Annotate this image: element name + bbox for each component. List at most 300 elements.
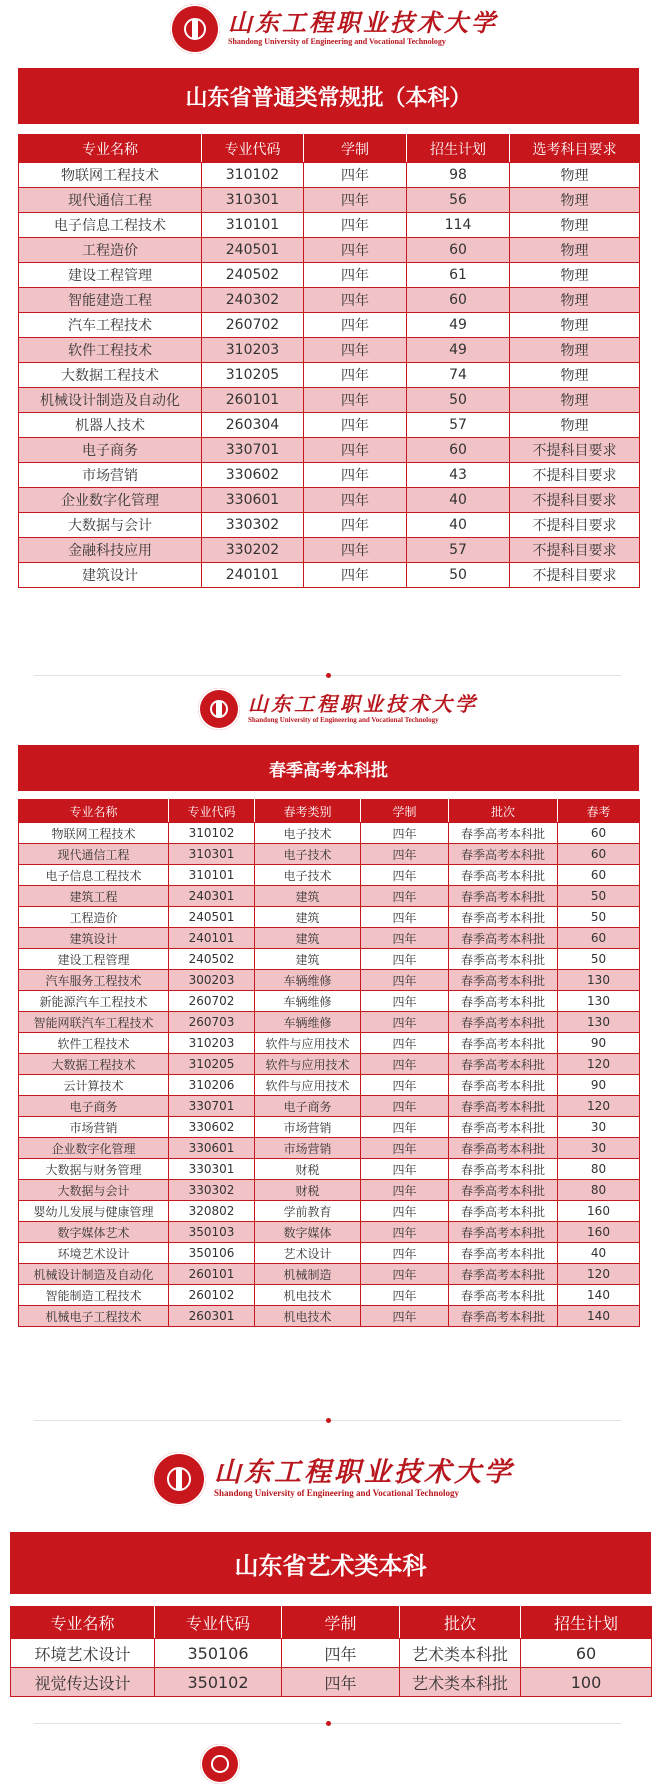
table-row bbox=[11, 1639, 652, 1668]
university-seal-icon bbox=[200, 1744, 240, 1784]
table-cell: 艺术类本科批 bbox=[400, 1639, 521, 1668]
art-undergrad-table bbox=[10, 1606, 652, 1697]
table-cell: 四年 bbox=[361, 907, 449, 928]
table-cell: 现代通信工程 bbox=[19, 188, 202, 213]
table-cell: 四年 bbox=[361, 928, 449, 949]
table-cell: 260101 bbox=[169, 1264, 255, 1285]
table-cell: 汽车服务工程技术 bbox=[19, 970, 169, 991]
table-cell: 电子技术 bbox=[255, 844, 361, 865]
table-cell: 四年 bbox=[282, 1639, 400, 1668]
table-cell: 330602 bbox=[169, 1117, 255, 1138]
table-row bbox=[19, 1054, 640, 1075]
table-cell: 四年 bbox=[304, 313, 407, 338]
table-cell: 车辆维修 bbox=[255, 991, 361, 1012]
table-cell: 260702 bbox=[169, 991, 255, 1012]
table-cell: 130 bbox=[558, 970, 640, 991]
column-header: 春考 bbox=[558, 800, 640, 823]
table-row bbox=[19, 288, 640, 313]
table-row bbox=[19, 1033, 640, 1054]
table-cell: 春季高考本科批 bbox=[449, 1012, 558, 1033]
table-cell: 四年 bbox=[361, 1096, 449, 1117]
table-cell: 不提科目要求 bbox=[510, 438, 640, 463]
table-cell: 软件与应用技术 bbox=[255, 1054, 361, 1075]
table-row bbox=[19, 213, 640, 238]
table-cell: 四年 bbox=[361, 1201, 449, 1222]
table-cell: 四年 bbox=[304, 488, 407, 513]
table-cell: 大数据与财务管理 bbox=[19, 1159, 169, 1180]
table-cell: 四年 bbox=[304, 363, 407, 388]
table-row bbox=[19, 563, 640, 588]
table-row bbox=[19, 949, 640, 970]
divider-dot bbox=[326, 1418, 331, 1423]
table-cell: 车辆维修 bbox=[255, 970, 361, 991]
table-cell: 春季高考本科批 bbox=[449, 1201, 558, 1222]
table-row bbox=[19, 991, 640, 1012]
table-cell: 智能制造工程技术 bbox=[19, 1285, 169, 1306]
table-cell: 机电技术 bbox=[255, 1285, 361, 1306]
table-cell: 环境艺术设计 bbox=[11, 1639, 155, 1668]
table-cell: 电子商务 bbox=[255, 1096, 361, 1117]
table-cell: 四年 bbox=[304, 563, 407, 588]
table-cell: 240502 bbox=[202, 263, 304, 288]
table-cell: 学前教育 bbox=[255, 1201, 361, 1222]
table-cell: 四年 bbox=[361, 1243, 449, 1264]
table-row bbox=[19, 413, 640, 438]
table-cell: 140 bbox=[558, 1306, 640, 1327]
table-cell: 240502 bbox=[169, 949, 255, 970]
table-cell: 物理 bbox=[510, 388, 640, 413]
table-cell: 90 bbox=[558, 1033, 640, 1054]
university-logo bbox=[170, 4, 498, 54]
table-cell: 130 bbox=[558, 1012, 640, 1033]
table-cell: 50 bbox=[558, 907, 640, 928]
table-cell: 350102 bbox=[155, 1668, 282, 1697]
table-cell: 大数据与会计 bbox=[19, 513, 202, 538]
table-cell: 四年 bbox=[361, 844, 449, 865]
table-row bbox=[19, 388, 640, 413]
table-cell: 电子技术 bbox=[255, 823, 361, 844]
table-cell: 260703 bbox=[169, 1012, 255, 1033]
university-logo bbox=[152, 1452, 514, 1506]
table-cell: 车辆维修 bbox=[255, 1012, 361, 1033]
table-row bbox=[19, 188, 640, 213]
table-cell: 大数据与会计 bbox=[19, 1180, 169, 1201]
table-cell: 50 bbox=[558, 949, 640, 970]
table-cell: 大数据工程技术 bbox=[19, 363, 202, 388]
column-header: 专业名称 bbox=[11, 1607, 155, 1639]
table-cell: 机电技术 bbox=[255, 1306, 361, 1327]
table-cell: 建设工程管理 bbox=[19, 263, 202, 288]
table-row bbox=[19, 1012, 640, 1033]
logo-english-name: Shandong University of Engineering and Vocational Technology bbox=[228, 37, 446, 47]
table-row bbox=[19, 313, 640, 338]
table-cell: 240501 bbox=[202, 238, 304, 263]
table-cell: 物理 bbox=[510, 213, 640, 238]
table-cell: 大数据工程技术 bbox=[19, 1054, 169, 1075]
logo-english-name: Shandong University of Engineering and Vocational Technology bbox=[248, 715, 439, 724]
table-cell: 机械设计制造及自动化 bbox=[19, 388, 202, 413]
table-cell: 330701 bbox=[202, 438, 304, 463]
table-cell: 现代通信工程 bbox=[19, 844, 169, 865]
table-cell: 260301 bbox=[169, 1306, 255, 1327]
table-cell: 330602 bbox=[202, 463, 304, 488]
column-header: 专业代码 bbox=[169, 800, 255, 823]
table-cell: 四年 bbox=[361, 1264, 449, 1285]
table-cell: 49 bbox=[407, 313, 510, 338]
table-cell: 春季高考本科批 bbox=[449, 1243, 558, 1264]
table-cell: 100 bbox=[521, 1668, 652, 1697]
table-cell: 310102 bbox=[202, 163, 304, 188]
table-cell: 物理 bbox=[510, 313, 640, 338]
table-cell: 电子信息工程技术 bbox=[19, 865, 169, 886]
table-cell: 软件与应用技术 bbox=[255, 1075, 361, 1096]
table-cell: 新能源汽车工程技术 bbox=[19, 991, 169, 1012]
table-cell: 240101 bbox=[169, 928, 255, 949]
table-cell: 330202 bbox=[202, 538, 304, 563]
table-cell: 建筑 bbox=[255, 907, 361, 928]
table-cell: 不提科目要求 bbox=[510, 538, 640, 563]
table-cell: 240302 bbox=[202, 288, 304, 313]
section-title-spring-exam: 春季高考本科批 bbox=[18, 745, 639, 791]
table-cell: 建筑设计 bbox=[19, 928, 169, 949]
regular-undergrad-table bbox=[18, 134, 640, 588]
column-header: 春考类别 bbox=[255, 800, 361, 823]
table-row bbox=[19, 1243, 640, 1264]
table-cell: 四年 bbox=[304, 388, 407, 413]
table-cell: 320802 bbox=[169, 1201, 255, 1222]
table-cell: 春季高考本科批 bbox=[449, 1096, 558, 1117]
table-cell: 60 bbox=[558, 928, 640, 949]
table-cell: 建设工程管理 bbox=[19, 949, 169, 970]
table-cell: 不提科目要求 bbox=[510, 513, 640, 538]
table-cell: 物理 bbox=[510, 188, 640, 213]
table-cell: 春季高考本科批 bbox=[449, 1264, 558, 1285]
logo-chinese-name: 山东工程职业技术大学 bbox=[228, 8, 498, 38]
table-cell: 春季高考本科批 bbox=[449, 865, 558, 886]
table-row bbox=[19, 1264, 640, 1285]
table-row bbox=[19, 1096, 640, 1117]
table-cell: 春季高考本科批 bbox=[449, 991, 558, 1012]
table-cell: 四年 bbox=[361, 949, 449, 970]
table-cell: 物理 bbox=[510, 263, 640, 288]
table-cell: 电子商务 bbox=[19, 438, 202, 463]
table-row bbox=[19, 513, 640, 538]
table-cell: 310206 bbox=[169, 1075, 255, 1096]
table-cell: 春季高考本科批 bbox=[449, 1159, 558, 1180]
table-row bbox=[19, 865, 640, 886]
table-cell: 120 bbox=[558, 1054, 640, 1075]
table-cell: 350103 bbox=[169, 1222, 255, 1243]
table-cell: 310101 bbox=[202, 213, 304, 238]
column-header: 专业名称 bbox=[19, 135, 202, 163]
table-cell: 春季高考本科批 bbox=[449, 949, 558, 970]
table-cell: 软件工程技术 bbox=[19, 338, 202, 363]
table-cell: 260702 bbox=[202, 313, 304, 338]
table-cell: 不提科目要求 bbox=[510, 563, 640, 588]
table-cell: 四年 bbox=[361, 1033, 449, 1054]
table-cell: 金融科技应用 bbox=[19, 538, 202, 563]
table-cell: 四年 bbox=[304, 238, 407, 263]
table-cell: 不提科目要求 bbox=[510, 488, 640, 513]
table-cell: 240101 bbox=[202, 563, 304, 588]
table-cell: 电子商务 bbox=[19, 1096, 169, 1117]
column-header: 学制 bbox=[304, 135, 407, 163]
table-cell: 电子技术 bbox=[255, 865, 361, 886]
table-cell: 春季高考本科批 bbox=[449, 1075, 558, 1096]
table-cell: 汽车工程技术 bbox=[19, 313, 202, 338]
table-cell: 120 bbox=[558, 1096, 640, 1117]
table-cell: 50 bbox=[558, 886, 640, 907]
column-header: 招生计划 bbox=[407, 135, 510, 163]
table-cell: 机械电子工程技术 bbox=[19, 1306, 169, 1327]
table-cell: 物理 bbox=[510, 338, 640, 363]
table-cell: 艺术设计 bbox=[255, 1243, 361, 1264]
table-cell: 物理 bbox=[510, 413, 640, 438]
table-cell: 60 bbox=[407, 438, 510, 463]
logo-english-name: Shandong University of Engineering and Vocational Technology bbox=[214, 1488, 460, 1499]
table-row bbox=[19, 1075, 640, 1096]
table-cell: 春季高考本科批 bbox=[449, 928, 558, 949]
table-cell: 四年 bbox=[361, 970, 449, 991]
table-cell: 春季高考本科批 bbox=[449, 1306, 558, 1327]
table-cell: 40 bbox=[558, 1243, 640, 1264]
table-cell: 四年 bbox=[361, 1138, 449, 1159]
table-cell: 机械制造 bbox=[255, 1264, 361, 1285]
table-cell: 330601 bbox=[202, 488, 304, 513]
table-row bbox=[19, 438, 640, 463]
university-logo bbox=[198, 688, 478, 730]
table-cell: 四年 bbox=[361, 865, 449, 886]
table-row bbox=[19, 163, 640, 188]
table-row bbox=[19, 907, 640, 928]
table-cell: 四年 bbox=[361, 1222, 449, 1243]
table-row bbox=[19, 338, 640, 363]
table-row bbox=[19, 1222, 640, 1243]
table-cell: 市场营销 bbox=[19, 1117, 169, 1138]
table-cell: 40 bbox=[407, 513, 510, 538]
table-cell: 电子信息工程技术 bbox=[19, 213, 202, 238]
table-cell: 春季高考本科批 bbox=[449, 1117, 558, 1138]
column-header: 专业代码 bbox=[202, 135, 304, 163]
table-cell: 60 bbox=[558, 865, 640, 886]
table-cell: 软件与应用技术 bbox=[255, 1033, 361, 1054]
table-cell: 61 bbox=[407, 263, 510, 288]
table-cell: 四年 bbox=[361, 1306, 449, 1327]
table-cell: 130 bbox=[558, 991, 640, 1012]
table-cell: 建筑工程 bbox=[19, 886, 169, 907]
table-cell: 春季高考本科批 bbox=[449, 823, 558, 844]
table-cell: 330302 bbox=[202, 513, 304, 538]
table-cell: 建筑 bbox=[255, 949, 361, 970]
table-cell: 300203 bbox=[169, 970, 255, 991]
table-cell: 四年 bbox=[361, 1054, 449, 1075]
table-cell: 不提科目要求 bbox=[510, 463, 640, 488]
spring-exam-table bbox=[18, 799, 640, 1327]
university-seal-icon bbox=[198, 688, 240, 730]
table-cell: 四年 bbox=[304, 463, 407, 488]
table-cell: 四年 bbox=[304, 438, 407, 463]
table-cell: 市场营销 bbox=[255, 1117, 361, 1138]
table-cell: 50 bbox=[407, 388, 510, 413]
table-cell: 40 bbox=[407, 488, 510, 513]
table-cell: 四年 bbox=[361, 991, 449, 1012]
table-cell: 120 bbox=[558, 1264, 640, 1285]
column-header: 招生计划 bbox=[521, 1607, 652, 1639]
table-cell: 98 bbox=[407, 163, 510, 188]
table-cell: 114 bbox=[407, 213, 510, 238]
table-cell: 四年 bbox=[304, 338, 407, 363]
university-seal-icon bbox=[170, 4, 220, 54]
table-cell: 春季高考本科批 bbox=[449, 1054, 558, 1075]
table-cell: 43 bbox=[407, 463, 510, 488]
table-cell: 四年 bbox=[361, 1012, 449, 1033]
table-cell: 四年 bbox=[304, 188, 407, 213]
table-cell: 春季高考本科批 bbox=[449, 970, 558, 991]
table-row bbox=[19, 1285, 640, 1306]
table-cell: 智能建造工程 bbox=[19, 288, 202, 313]
column-header: 批次 bbox=[400, 1607, 521, 1639]
table-row bbox=[19, 488, 640, 513]
table-cell: 四年 bbox=[361, 1180, 449, 1201]
table-cell: 工程造价 bbox=[19, 907, 169, 928]
section-title-art-undergrad: 山东省艺术类本科 bbox=[10, 1532, 651, 1594]
table-cell: 物理 bbox=[510, 288, 640, 313]
table-cell: 260101 bbox=[202, 388, 304, 413]
table-cell: 机械设计制造及自动化 bbox=[19, 1264, 169, 1285]
table-cell: 310205 bbox=[202, 363, 304, 388]
column-header: 学制 bbox=[282, 1607, 400, 1639]
table-cell: 四年 bbox=[304, 513, 407, 538]
table-cell: 物联网工程技术 bbox=[19, 823, 169, 844]
logo-chinese-name: 山东工程职业技术大学 bbox=[214, 1457, 514, 1489]
table-cell: 企业数字化管理 bbox=[19, 488, 202, 513]
divider-dot bbox=[326, 673, 331, 678]
table-cell: 建筑 bbox=[255, 886, 361, 907]
table-row bbox=[19, 823, 640, 844]
table-cell: 物联网工程技术 bbox=[19, 163, 202, 188]
table-cell: 140 bbox=[558, 1285, 640, 1306]
table-row bbox=[19, 1180, 640, 1201]
table-row bbox=[19, 238, 640, 263]
table-cell: 物理 bbox=[510, 363, 640, 388]
table-cell: 四年 bbox=[304, 213, 407, 238]
table-cell: 春季高考本科批 bbox=[449, 907, 558, 928]
table-cell: 240501 bbox=[169, 907, 255, 928]
table-cell: 160 bbox=[558, 1201, 640, 1222]
table-cell: 智能网联汽车工程技术 bbox=[19, 1012, 169, 1033]
table-cell: 四年 bbox=[361, 823, 449, 844]
table-cell: 市场营销 bbox=[255, 1138, 361, 1159]
column-header: 专业名称 bbox=[19, 800, 169, 823]
table-cell: 310301 bbox=[202, 188, 304, 213]
table-cell: 90 bbox=[558, 1075, 640, 1096]
table-cell: 240301 bbox=[169, 886, 255, 907]
table-cell: 四年 bbox=[304, 413, 407, 438]
table-cell: 310203 bbox=[202, 338, 304, 363]
table-cell: 四年 bbox=[361, 1285, 449, 1306]
table-cell: 57 bbox=[407, 538, 510, 563]
section-title-regular-undergrad: 山东省普通类常规批（本科） bbox=[18, 68, 639, 124]
table-row bbox=[19, 363, 640, 388]
table-row bbox=[19, 928, 640, 949]
column-header: 专业代码 bbox=[155, 1607, 282, 1639]
table-cell: 60 bbox=[407, 288, 510, 313]
table-cell: 四年 bbox=[304, 263, 407, 288]
table-cell: 四年 bbox=[304, 288, 407, 313]
table-row bbox=[19, 1201, 640, 1222]
table-cell: 310203 bbox=[169, 1033, 255, 1054]
table-cell: 春季高考本科批 bbox=[449, 886, 558, 907]
column-header: 选考科目要求 bbox=[510, 135, 640, 163]
table-cell: 物理 bbox=[510, 163, 640, 188]
table-cell: 50 bbox=[407, 563, 510, 588]
table-cell: 310102 bbox=[169, 823, 255, 844]
table-row bbox=[19, 263, 640, 288]
table-cell: 四年 bbox=[304, 538, 407, 563]
table-row bbox=[19, 1117, 640, 1138]
table-cell: 软件工程技术 bbox=[19, 1033, 169, 1054]
table-cell: 建筑设计 bbox=[19, 563, 202, 588]
table-cell: 建筑 bbox=[255, 928, 361, 949]
table-cell: 工程造价 bbox=[19, 238, 202, 263]
table-cell: 数字媒体艺术 bbox=[19, 1222, 169, 1243]
table-cell: 市场营销 bbox=[19, 463, 202, 488]
table-cell: 机器人技术 bbox=[19, 413, 202, 438]
logo-chinese-name: 山东工程职业技术大学 bbox=[248, 691, 478, 716]
column-header: 学制 bbox=[361, 800, 449, 823]
table-cell: 60 bbox=[558, 823, 640, 844]
table-cell: 60 bbox=[407, 238, 510, 263]
table-row bbox=[19, 1306, 640, 1327]
table-cell: 260102 bbox=[169, 1285, 255, 1306]
table-cell: 春季高考本科批 bbox=[449, 1180, 558, 1201]
table-cell: 云计算技术 bbox=[19, 1075, 169, 1096]
table-cell: 春季高考本科批 bbox=[449, 1285, 558, 1306]
table-row bbox=[19, 886, 640, 907]
table-cell: 企业数字化管理 bbox=[19, 1138, 169, 1159]
table-cell: 330601 bbox=[169, 1138, 255, 1159]
table-cell: 春季高考本科批 bbox=[449, 844, 558, 865]
university-seal-icon bbox=[152, 1452, 206, 1506]
table-cell: 春季高考本科批 bbox=[449, 1033, 558, 1054]
table-row bbox=[19, 1159, 640, 1180]
table-cell: 160 bbox=[558, 1222, 640, 1243]
table-cell: 310101 bbox=[169, 865, 255, 886]
table-cell: 80 bbox=[558, 1180, 640, 1201]
table-cell: 60 bbox=[521, 1639, 652, 1668]
table-row bbox=[19, 970, 640, 991]
table-cell: 数字媒体 bbox=[255, 1222, 361, 1243]
table-row bbox=[19, 463, 640, 488]
table-cell: 49 bbox=[407, 338, 510, 363]
table-cell: 56 bbox=[407, 188, 510, 213]
table-cell: 四年 bbox=[282, 1668, 400, 1697]
table-cell: 四年 bbox=[361, 1159, 449, 1180]
table-cell: 30 bbox=[558, 1117, 640, 1138]
table-cell: 物理 bbox=[510, 238, 640, 263]
table-cell: 艺术类本科批 bbox=[400, 1668, 521, 1697]
table-cell: 四年 bbox=[361, 1075, 449, 1096]
table-cell: 310205 bbox=[169, 1054, 255, 1075]
table-cell: 春季高考本科批 bbox=[449, 1222, 558, 1243]
table-cell: 四年 bbox=[361, 1117, 449, 1138]
table-row bbox=[19, 844, 640, 865]
table-cell: 四年 bbox=[304, 163, 407, 188]
table-cell: 春季高考本科批 bbox=[449, 1138, 558, 1159]
table-cell: 60 bbox=[558, 844, 640, 865]
table-cell: 婴幼儿发展与健康管理 bbox=[19, 1201, 169, 1222]
table-cell: 57 bbox=[407, 413, 510, 438]
